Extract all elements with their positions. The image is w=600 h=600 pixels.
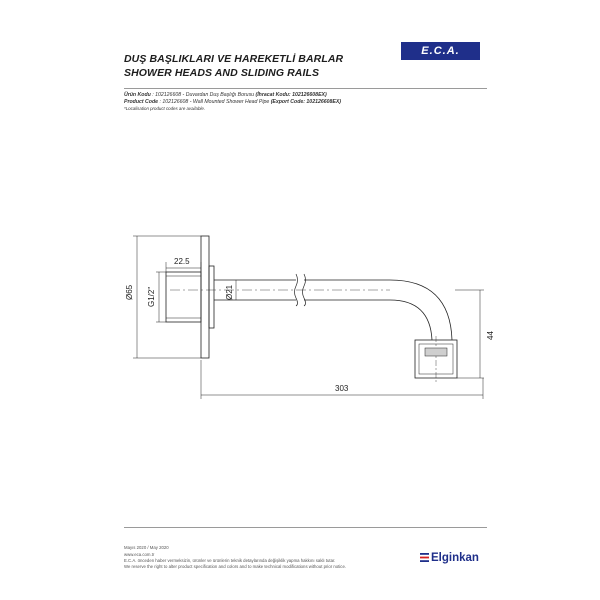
shower-pipe <box>170 280 452 340</box>
outlet-nut <box>415 336 457 384</box>
dim-flange-diameter: Ø65 <box>125 284 134 300</box>
footer-website: www.eca.com.tr <box>124 552 155 557</box>
product-code-en-value: : 102126608 - Wall Mounted Shower Head Pipe <box>159 99 271 105</box>
product-code-en-export: (Export Code: 102126608EX) <box>270 99 342 105</box>
elginkan-mark-icon <box>420 553 429 562</box>
thread-connector <box>166 272 201 322</box>
title-english: SHOWER HEADS AND SLIDING RAILS <box>124 67 320 79</box>
dim-thread-length: 22.5 <box>174 257 190 266</box>
footer-disclaimer-tr: E.C.A. önceden haber vermeksizin, ürünler ve ürünlerin teknik detaylarında değişiklik yapma hakkını saklı tutar. <box>124 558 336 563</box>
footer-divider <box>124 527 487 528</box>
elginkan-logo <box>420 552 479 564</box>
product-code-tr-export: (İhracat Kodu: 102126608EX) <box>255 92 327 98</box>
footer-disclaimer-en: We reserve the right to alter product specification and colors and to make technical modifications without prior notice. <box>124 564 347 569</box>
dim-thread: G1/2" <box>147 286 156 307</box>
product-code-en-label: Product Code <box>124 99 159 105</box>
flange-collar <box>209 266 214 328</box>
product-code-tr-label: Ürün Kodu <box>124 92 151 98</box>
logo-text: E.C.A. <box>421 45 460 57</box>
dim-total-length: 303 <box>335 384 349 393</box>
product-code-tr-value: : 102126608 - Duvardan Duş Başlığı Borusu <box>152 92 256 98</box>
dim-drop-height: 44 <box>486 331 495 340</box>
wall-flange <box>201 236 209 358</box>
localisation-note: *Localisation product codes are available. <box>124 106 206 111</box>
footer-date: Mayıs 2020 / May 2020 <box>124 545 169 550</box>
brand-name: Elginkan <box>431 552 479 564</box>
title-turkish: DUŞ BAŞLIKLARI VE HAREKETLİ BARLAR <box>124 53 344 65</box>
dim-pipe-diameter: Ø21 <box>225 284 234 300</box>
